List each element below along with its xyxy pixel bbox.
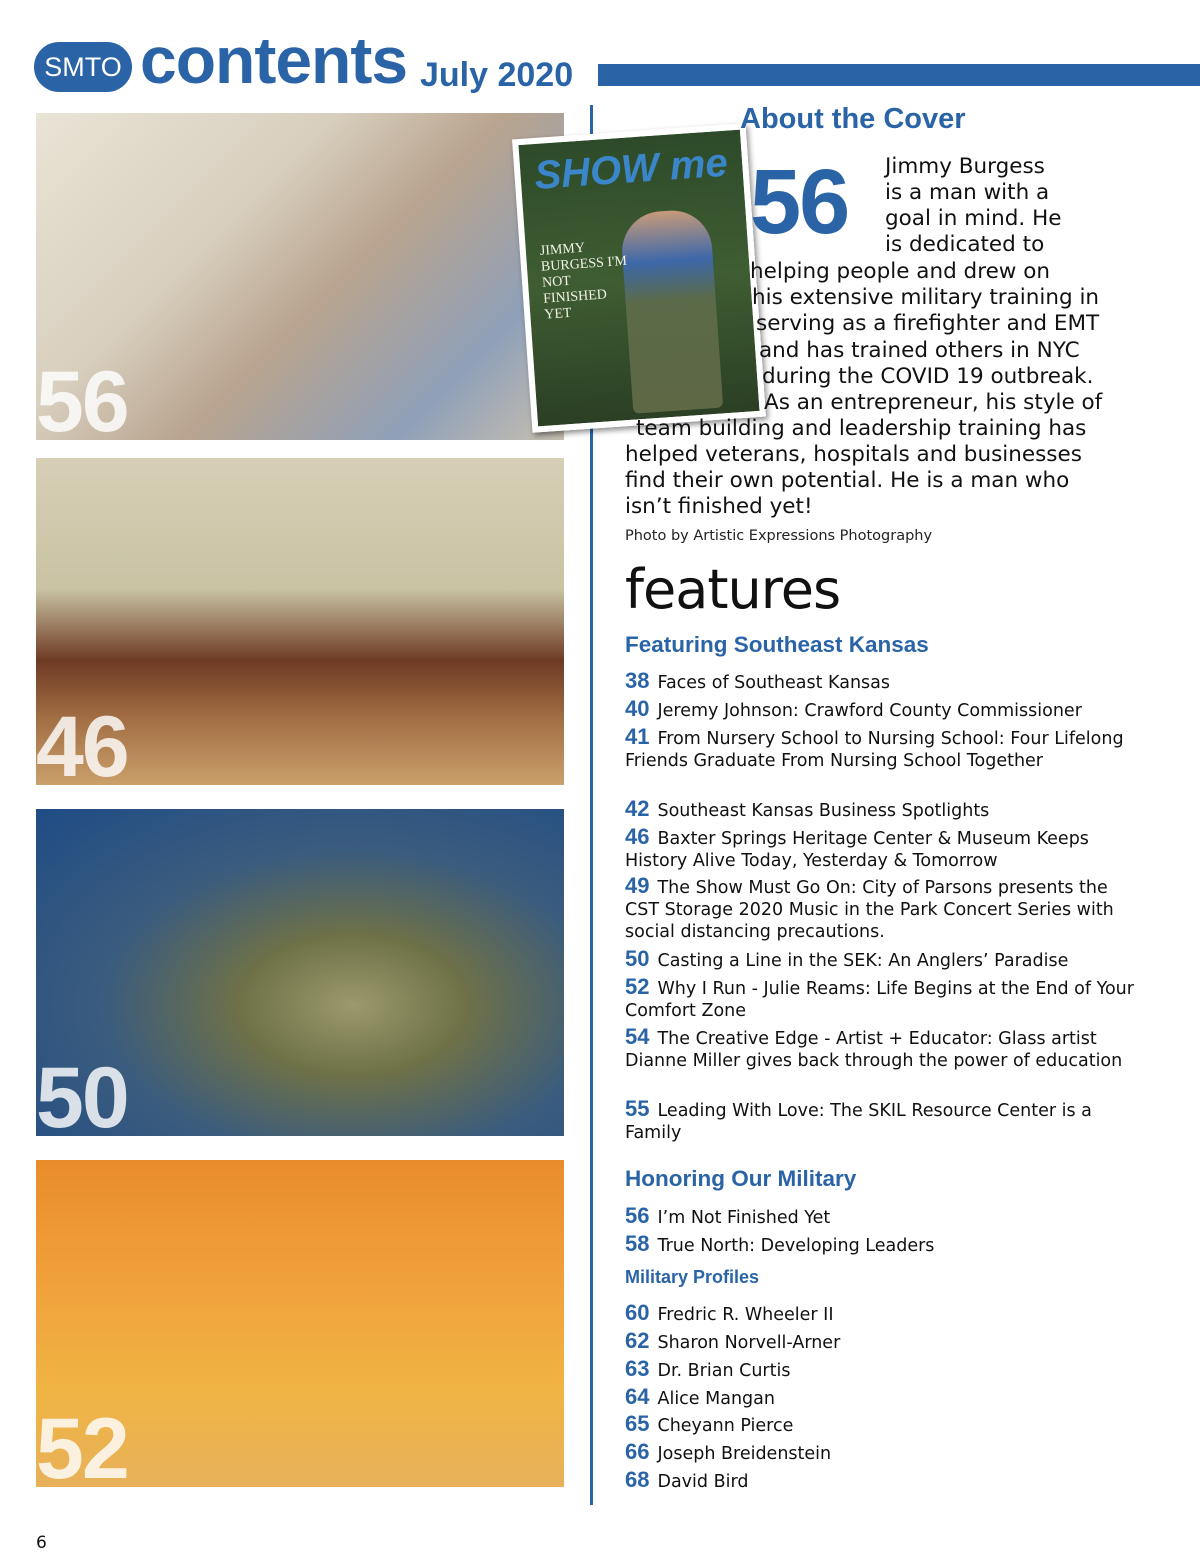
toc-title: Leading With Love: The SKIL Resource Center is a Family (625, 1101, 1092, 1143)
toc-page-number: 50 (625, 946, 650, 971)
photo-medical-workers[interactable] (36, 113, 564, 440)
toc-entry[interactable] (625, 726, 1135, 772)
issue-date: July 2020 (420, 56, 574, 94)
toc-entry[interactable] (625, 1302, 1135, 1326)
photo-museum-parlor[interactable] (36, 458, 564, 785)
section-heading: Honoring Our Military (625, 1166, 857, 1191)
features-heading: features (625, 558, 841, 621)
toc-entry[interactable] (625, 1386, 1135, 1410)
toc-page-number: 58 (625, 1231, 650, 1256)
toc-page-number: 54 (625, 1024, 650, 1049)
toc-page-number: 42 (625, 796, 650, 821)
about-cover-page-number: 56 (750, 151, 849, 253)
photo-race-medals[interactable] (36, 1160, 564, 1487)
toc-title: Cheyann Pierce (657, 1416, 794, 1436)
toc-title: The Creative Edge - Artist + Educator: Glass artist Dianne Miller gives back through the power of education (625, 1029, 1123, 1071)
page-title: contents (140, 23, 408, 97)
toc-title: Southeast Kansas Business Spotlights (657, 801, 990, 821)
toc-title: Dr. Brian Curtis (657, 1361, 791, 1381)
toc-entry[interactable] (625, 1358, 1135, 1382)
about-cover-line: his extensive military training in (752, 285, 1100, 310)
toc-page-number: 56 (625, 1203, 650, 1228)
about-cover-line: As an entrepreneur, his style of (764, 390, 1103, 415)
toc-title: True North: Developing Leaders (657, 1236, 935, 1256)
toc-page-number: 41 (625, 724, 650, 749)
cover-headline: JIMMY BURGESS I'M NOT FINISHED YET (539, 240, 628, 323)
toc-title: Sharon Norvell-Arner (657, 1333, 841, 1353)
toc-entry[interactable] (625, 948, 1135, 972)
toc-entry[interactable] (625, 976, 1135, 1022)
photo-credit: Photo by Artistic Expressions Photography (625, 528, 933, 544)
toc-page-number: 65 (625, 1411, 650, 1436)
toc-entry[interactable] (625, 826, 1135, 872)
magazine-badge: SMTO (34, 42, 132, 92)
photo-page-number: 46 (36, 699, 128, 785)
cover-thumbnail[interactable] (512, 123, 766, 433)
about-cover-line: is dedicated to (885, 232, 1045, 257)
toc-title: The Show Must Go On: City of Parsons presents the CST Storage 2020 Music in the Park Concert Series with social distancing precautions. (625, 878, 1114, 942)
cover-figure (620, 208, 724, 414)
photo-page-number: 52 (36, 1401, 128, 1487)
toc-page-number: 38 (625, 668, 650, 693)
toc-entry[interactable] (625, 1205, 1135, 1229)
photo-page-number: 50 (36, 1050, 128, 1136)
toc-title: Casting a Line in the SEK: An Anglers’ Paradise (657, 951, 1069, 971)
about-cover-line: Jimmy Burgess (885, 154, 1045, 179)
about-cover-line: is a man with a (885, 180, 1050, 205)
about-cover-line: helped veterans, hospitals and businesses (625, 442, 1082, 467)
toc-entry[interactable] (625, 875, 1135, 943)
toc-page-number: 66 (625, 1439, 650, 1464)
page-number: 6 (36, 1533, 47, 1553)
toc-entry[interactable] (625, 670, 1135, 694)
photo-page-number: 56 (36, 354, 128, 440)
toc-title: Joseph Breidenstein (657, 1444, 832, 1464)
subsection-heading: Military Profiles (625, 1267, 760, 1287)
toc-page-number: 68 (625, 1467, 650, 1492)
toc-page-number: 46 (625, 824, 650, 849)
about-cover-line: and has trained others in NYC (759, 338, 1080, 363)
toc-title: Jeremy Johnson: Crawford County Commissioner (657, 701, 1082, 721)
cover-logo: SHOW me (533, 140, 730, 198)
toc-entry[interactable] (625, 1098, 1105, 1144)
about-cover-line: serving as a firefighter and EMT (756, 311, 1100, 336)
toc-entry[interactable] (625, 1413, 1135, 1437)
toc-title: Fredric R. Wheeler II (657, 1305, 834, 1325)
about-cover-line: isn’t finished yet! (625, 494, 813, 519)
toc-entry[interactable] (625, 798, 1135, 822)
toc-page-number: 55 (625, 1096, 650, 1121)
toc-title: Alice Mangan (657, 1389, 775, 1409)
toc-title: I’m Not Finished Yet (657, 1208, 831, 1228)
toc-page-number: 60 (625, 1300, 650, 1325)
toc-entry[interactable] (625, 1469, 1135, 1493)
toc-page-number: 62 (625, 1328, 650, 1353)
toc-entry[interactable] (625, 1026, 1135, 1072)
toc-title: Why I Run - Julie Reams: Life Begins at the End of Your Comfort Zone (625, 979, 1134, 1021)
about-cover-heading: About the Cover (740, 103, 966, 135)
about-cover-line: team building and leadership training has (636, 416, 1087, 441)
about-cover-line: helping people and drew on (750, 259, 1050, 284)
toc-title: David Bird (657, 1472, 749, 1492)
toc-entry[interactable] (625, 1330, 1135, 1354)
toc-title: From Nursery School to Nursing School: Four Lifelong Friends Graduate From Nursing School Together (625, 729, 1124, 771)
toc-title: Baxter Springs Heritage Center & Museum Keeps History Alive Today, Yesterday & Tomorrow (625, 829, 1089, 871)
toc-entry[interactable] (625, 698, 1135, 722)
photo-bass-fish[interactable] (36, 809, 564, 1136)
toc-page-number: 49 (625, 873, 650, 898)
section-heading: Featuring Southeast Kansas (625, 632, 929, 657)
about-cover-line: find their own potential. He is a man who (625, 468, 1070, 493)
header-rule (598, 64, 1200, 86)
toc-page-number: 63 (625, 1356, 650, 1381)
toc-title: Faces of Southeast Kansas (657, 673, 891, 693)
toc-page-number: 40 (625, 696, 650, 721)
toc-page-number: 52 (625, 974, 650, 999)
toc-page-number: 64 (625, 1384, 650, 1409)
toc-entry[interactable] (625, 1233, 1135, 1257)
about-cover-line: goal in mind. He (885, 206, 1062, 231)
about-cover-line: during the COVID 19 outbreak. (762, 364, 1094, 389)
toc-entry[interactable] (625, 1441, 1135, 1465)
